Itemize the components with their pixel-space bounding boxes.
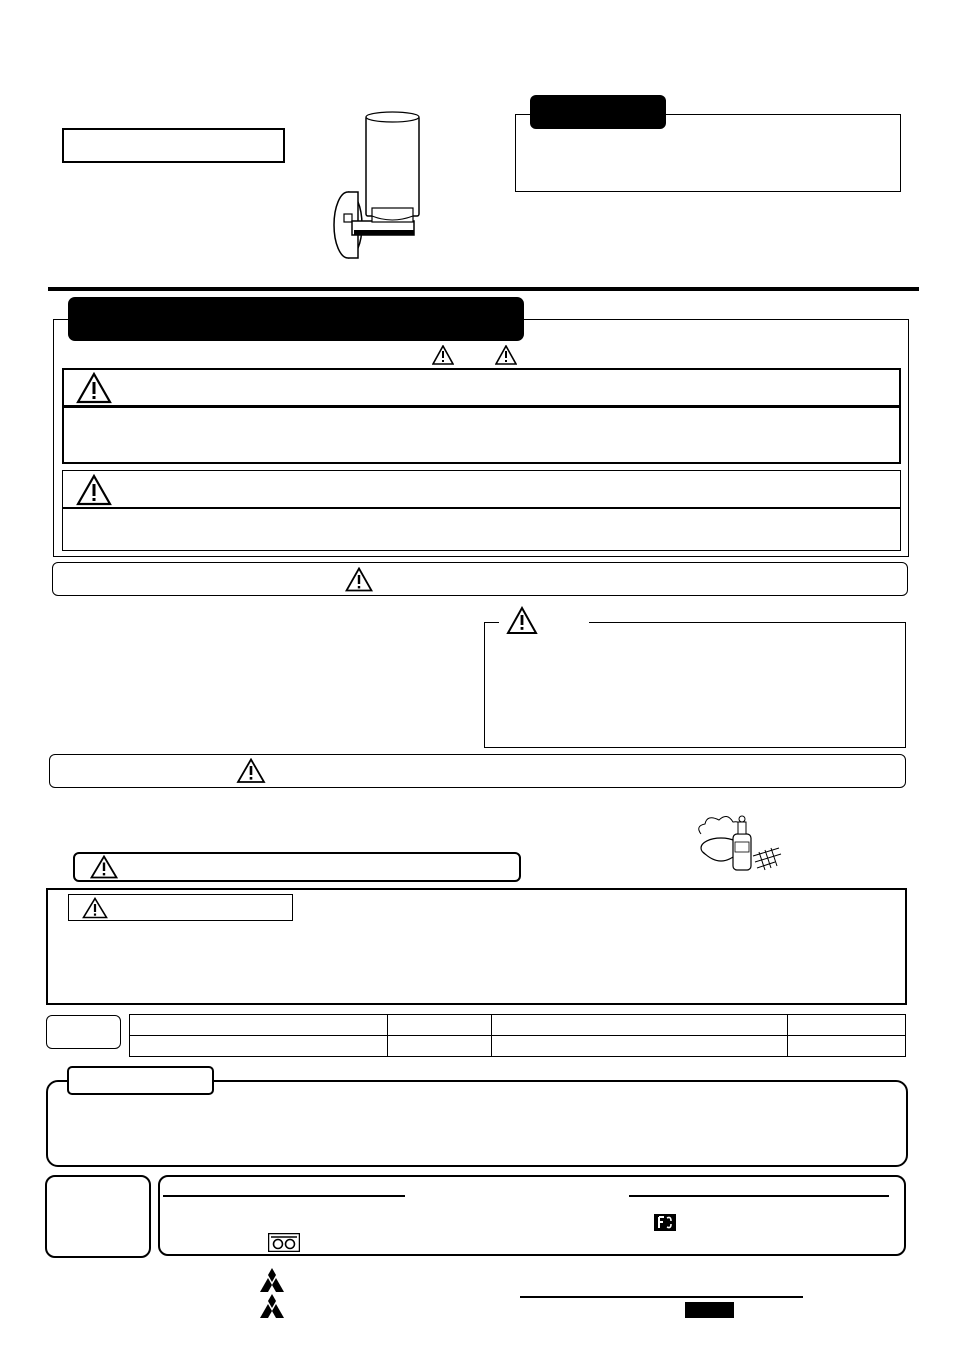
maintenance-caution-bar [73,852,521,882]
caution-triangle-icon [82,897,108,919]
lamp-illustration [318,108,428,260]
spec-table [129,1014,906,1057]
caution-triangle-icon [76,474,112,506]
spec-cell [787,1036,905,1057]
spec-cell [387,1036,491,1057]
caution-icon [495,345,517,365]
address-underline [520,1296,803,1298]
contact-label-box [45,1175,151,1258]
section-divider [48,287,919,291]
caution-triangle-icon [506,606,538,635]
warning-block [62,368,901,464]
warranty-box-tab [67,1066,214,1095]
table-row [130,1015,906,1036]
warning-triangle-icon [90,855,118,879]
black-tag [685,1302,734,1318]
spec-label-box [46,1015,121,1049]
request-box-tab [530,95,666,129]
table-row [130,1036,906,1057]
warning-block-divider [62,405,901,408]
caution-block-divider [62,507,901,509]
spec-cell [130,1015,388,1036]
model-name-box [62,128,285,163]
free-dial-icon [268,1233,300,1252]
warning-icon [432,345,454,365]
contact-underline-right [629,1195,889,1197]
caution-note-box [484,622,906,748]
warning-triangle-icon [236,758,266,784]
fax-icon [654,1214,676,1231]
safety-section-title-tab [68,297,524,341]
cleaning-supplies-illustration [695,812,785,874]
three-diamond-logo-icon [258,1268,286,1292]
spec-cell [130,1036,388,1057]
warning-triangle-icon [345,567,373,592]
spec-cell [491,1015,787,1036]
warning-triangle-icon [76,372,112,404]
usage-caution-bar [49,754,906,788]
contact-underline-left [163,1195,405,1197]
caution-block [62,470,901,551]
spec-cell [787,1015,905,1036]
three-diamond-logo-icon [258,1294,286,1318]
spec-cell [491,1036,787,1057]
spec-cell [387,1015,491,1036]
installation-caution-bar [52,562,908,596]
